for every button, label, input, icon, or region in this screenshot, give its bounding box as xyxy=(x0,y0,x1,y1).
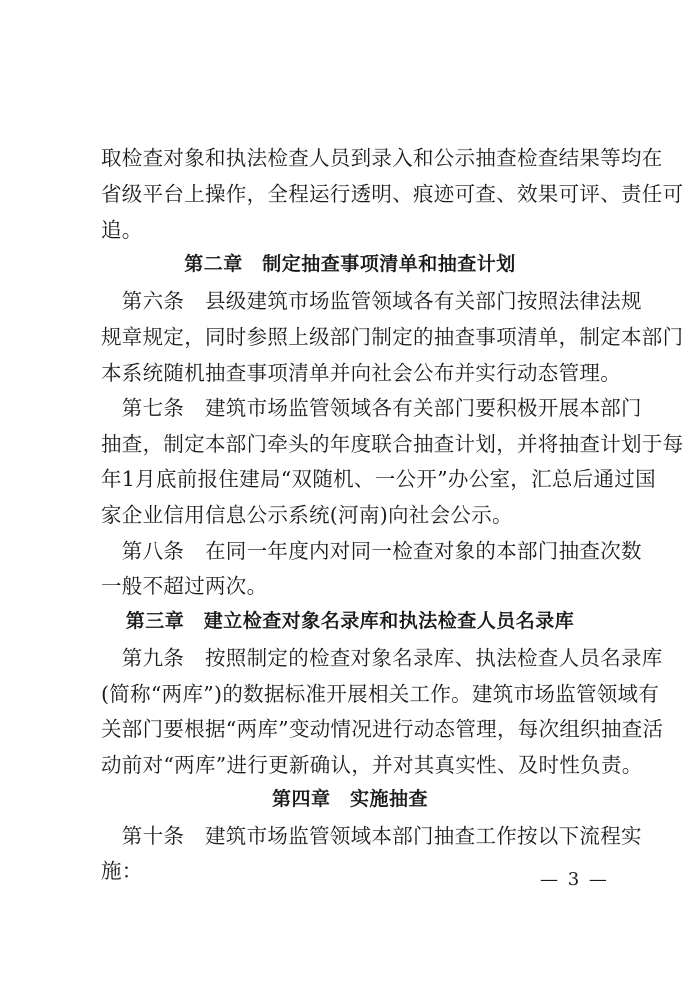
article-text-line: 一般不超过两次。 xyxy=(101,574,268,598)
article-text-line: 家企业信用信息公示系统(河南)向社会公示。 xyxy=(101,503,513,527)
article-text-line: 第七条 建筑市场监管领域各有关部门要积极开展本部门 xyxy=(101,396,642,420)
article-text-line: 规章规定，同时参照上级部门制定的抽查事项清单，制定本部门 xyxy=(101,325,684,349)
chapter-heading: 第三章 建立检查对象名录库和执法检查人员名录库 xyxy=(125,610,575,632)
article-text-line: 第九条 按照制定的检查对象名录库、执法检查人员名录库 xyxy=(101,646,663,670)
article-text-line: 第六条 县级建筑市场监管领域各有关部门按照法律法规 xyxy=(101,289,642,313)
body-text-line: 取检查对象和执法检查人员到录入和公示抽查检查结果等均在 xyxy=(101,146,663,170)
article-text-line: 动前对“两库”进行更新确认，并对其真实性、及时性负责。 xyxy=(101,753,643,777)
article-text-line: 第八条 在同一年度内对同一检查对象的本部门抽查次数 xyxy=(101,539,642,563)
article-text-line: 关部门要根据“两库”变动情况进行动态管理，每次组织抽查活 xyxy=(101,717,664,741)
article-text-line: 本系统随机抽查事项清单并向社会公布并实行动态管理。 xyxy=(101,361,621,385)
article-text-line: 施： xyxy=(101,859,143,883)
article-text-line: 抽查，制定本部门牵头的年度联合抽查计划，并将抽查计划于每 xyxy=(101,432,684,456)
chapter-heading: 第二章 制定抽查事项清单和抽查计划 xyxy=(184,253,516,275)
chapter-heading: 第四章 实施抽查 xyxy=(271,788,428,810)
page-number: — 3 — xyxy=(540,869,609,890)
body-text-line: 省级平台上操作，全程运行透明、痕迹可查、效果可评、责任可 xyxy=(101,182,684,206)
article-text-line: 年1月底前报住建局“双随机、一公开”办公室，汇总后通过国 xyxy=(101,467,656,491)
body-text-line: 追。 xyxy=(101,218,143,242)
article-text-line: 第十条 建筑市场监管领域本部门抽查工作按以下流程实 xyxy=(101,824,642,848)
article-text-line: (简称“两库”)的数据标准开展相关工作。建筑市场监管领域有 xyxy=(101,682,660,706)
